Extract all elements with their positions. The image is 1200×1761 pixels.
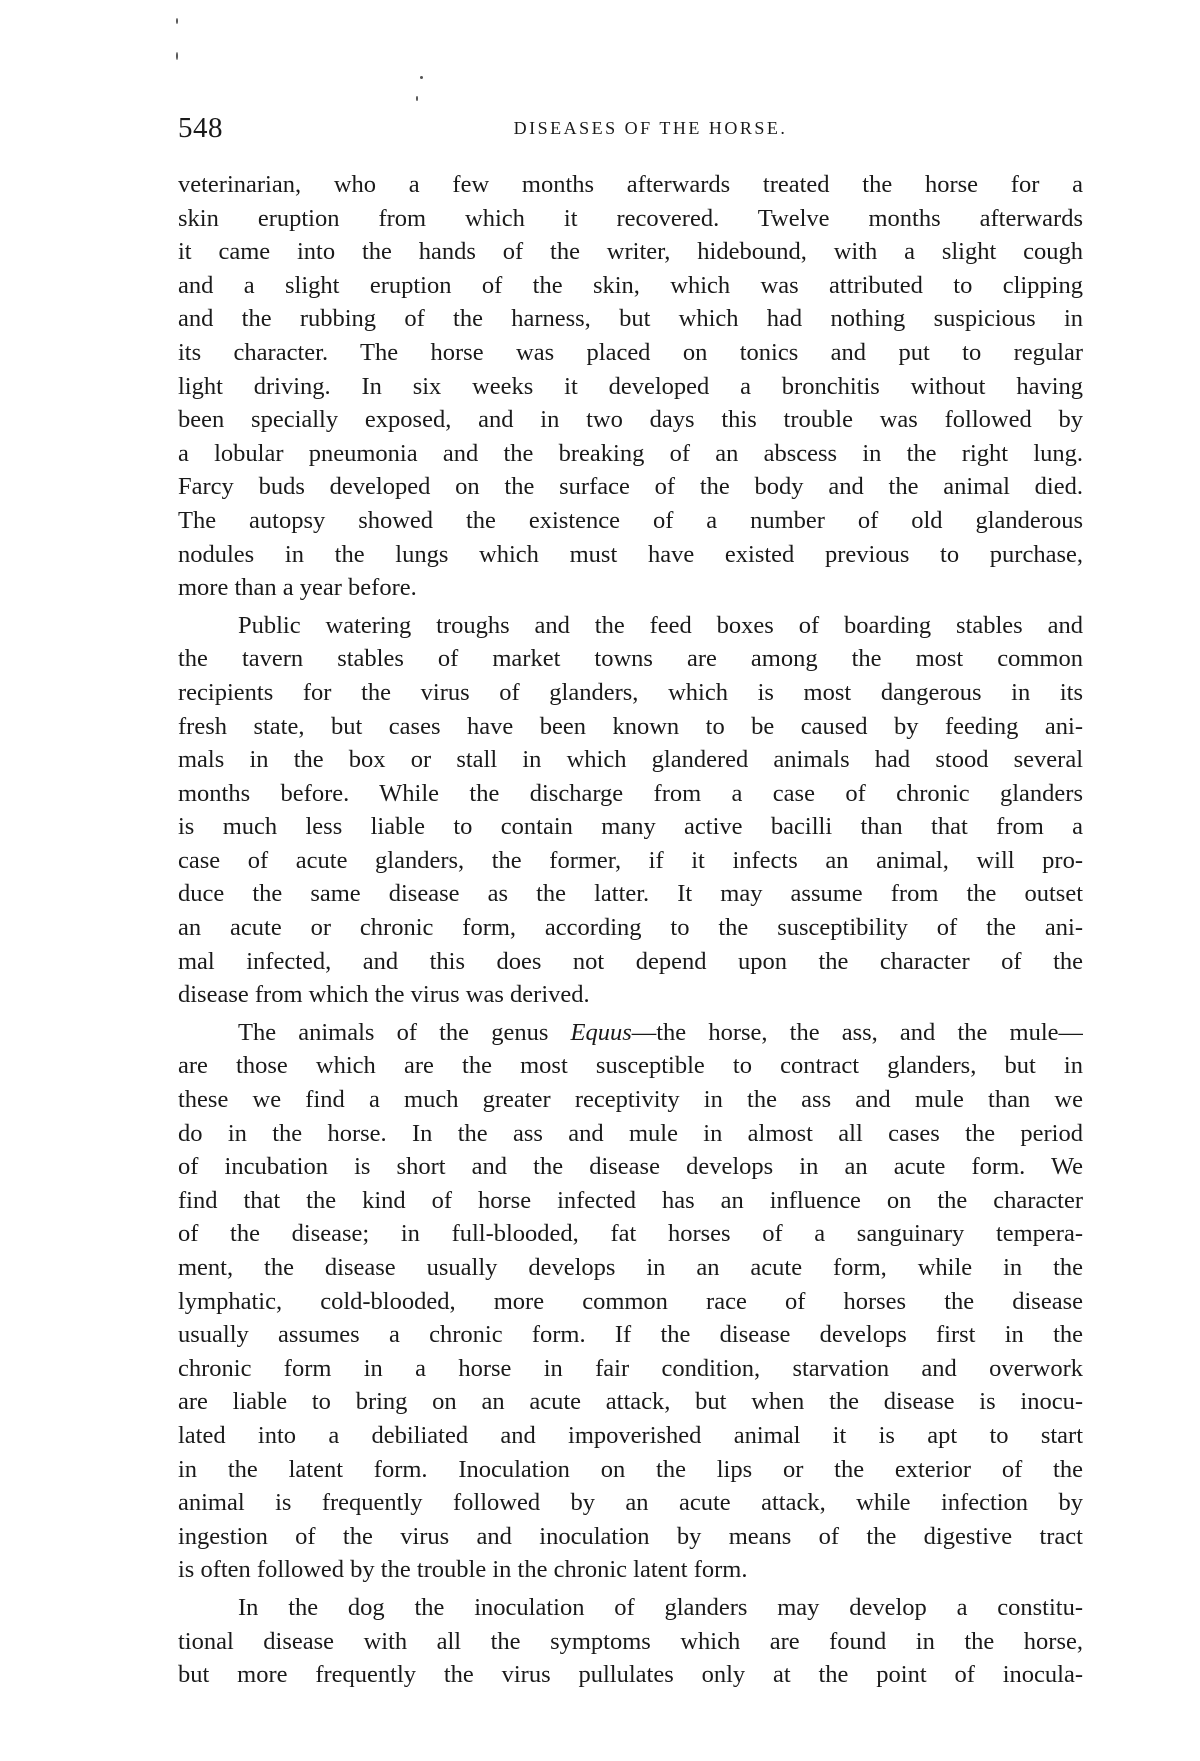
text-line: these we find a much greater receptivity in the ass and mule than we	[178, 1086, 1083, 1114]
text-line: animal is frequently followed by an acute attack, while infection by	[178, 1489, 1083, 1517]
text-line: and the rubbing of the harness, but which had nothing suspicious in	[178, 305, 1083, 333]
text-line: Public watering troughs and the feed boxes of boarding stables and	[238, 611, 1083, 639]
page-number: 548	[178, 112, 223, 144]
text-line: ment, the disease usually develops in an acute form, while in the	[178, 1254, 1083, 1281]
text-line: do in the horse. In the ass and mule in almost all cases the period	[178, 1119, 1083, 1147]
text-line: of incubation is short and the disease develops in an acute form. We	[178, 1153, 1083, 1181]
paragraph-4	[178, 1591, 1083, 1692]
scan-speck	[416, 96, 418, 101]
text-line: recipients for the virus of glanders, which is most dangerous in its	[178, 678, 1083, 706]
text-line: are those which are the most susceptible to contract glanders, but in	[178, 1052, 1083, 1080]
text-line: skin eruption from which it recovered. Twelve months afterwards	[178, 204, 1083, 232]
scan-speck	[176, 52, 178, 60]
text-line: is much less liable to contain many active bacilli than that from a	[178, 813, 1083, 841]
scan-speck	[420, 76, 423, 79]
text-line: and a slight eruption of the skin, which was attributed to clipping	[178, 271, 1083, 299]
genus-name: Equus	[570, 1018, 632, 1046]
text-line: its character. The horse was placed on tonics and put to regular	[178, 338, 1083, 366]
text-line: an acute or chronic form, according to the susceptibility of the ani-	[178, 914, 1083, 942]
text-line: ingestion of the virus and inoculation by means of the digestive tract	[178, 1522, 1083, 1550]
text-run: —the horse, the ass, and the mule—	[631, 1018, 1083, 1046]
text-line: find that the kind of horse infected has an influence on the character	[178, 1186, 1083, 1214]
text-line: lated into a debiliated and impoverished animal it is apt to start	[178, 1421, 1083, 1449]
text-line: Farcy buds developed on the surface of the body and the animal died.	[178, 473, 1083, 501]
text-line: months before. While the discharge from a case of chronic glanders	[178, 779, 1083, 807]
text-line: mal infected, and this does not depend upon the character of the	[178, 947, 1083, 975]
paragraph-1	[178, 168, 1083, 605]
text-line: In the dog the inoculation of glanders may develop a constitu-	[238, 1593, 1083, 1621]
text-line: but more frequently the virus pullulates only at the point of inocula-	[178, 1661, 1083, 1689]
text-line: fresh state, but cases have been known to be caused by feeding ani-	[178, 712, 1083, 740]
text-line: disease from which the virus was derived.	[178, 981, 590, 1009]
text-line: are liable to bring on an acute attack, but when the disease is inocu-	[178, 1388, 1083, 1416]
scan-speck	[176, 18, 178, 24]
text-line: chronic form in a horse in fair condition, starvation and overwork	[178, 1354, 1083, 1382]
paragraph-3	[178, 1016, 1083, 1587]
text-line: is often followed by the trouble in the chronic latent form.	[178, 1556, 748, 1584]
paragraph-2	[178, 609, 1083, 1012]
text-line: a lobular pneumonia and the breaking of an abscess in the right lung.	[178, 439, 1083, 467]
text-line: duce the same disease as the latter. It may assume from the outset	[178, 880, 1083, 908]
running-title: DISEASES OF THE HORSE.	[513, 118, 788, 138]
text-line: it came into the hands of the writer, hidebound, with a slight cough	[178, 238, 1083, 266]
text-line: lymphatic, cold-blooded, more common race of horses the disease	[178, 1287, 1083, 1315]
body-text	[178, 168, 1083, 1696]
text-line: been specially exposed, and in two days this trouble was followed by	[178, 406, 1083, 434]
text-line: of the disease; in full-blooded, fat horses of a sanguinary tempera-	[178, 1220, 1083, 1248]
text-line: nodules in the lungs which must have existed previous to purchase,	[178, 540, 1083, 568]
text-line: the tavern stables of market towns are among the most common	[178, 645, 1083, 673]
text-line: light driving. In six weeks it developed a bronchitis without having	[178, 372, 1083, 400]
text-line: The autopsy showed the existence of a number of old glanderous	[178, 506, 1083, 534]
text-line: usually assumes a chronic form. If the disease develops first in the	[178, 1321, 1083, 1349]
text-run: The animals of the genus	[238, 1018, 571, 1046]
text-line: in the latent form. Inoculation on the lips or the exterior of the	[178, 1455, 1083, 1483]
text-line: mals in the box or stall in which glandered animals had stood several	[178, 746, 1083, 774]
text-line: tional disease with all the symptoms which are found in the horse,	[178, 1627, 1083, 1655]
running-head	[178, 112, 1083, 152]
text-line: case of acute glanders, the former, if it infects an animal, will pro-	[178, 846, 1083, 874]
text-line	[178, 1016, 1083, 1050]
text-line: veterinarian, who a few months afterwards treated the horse for a	[178, 171, 1083, 198]
text-line: more than a year before.	[178, 574, 417, 602]
